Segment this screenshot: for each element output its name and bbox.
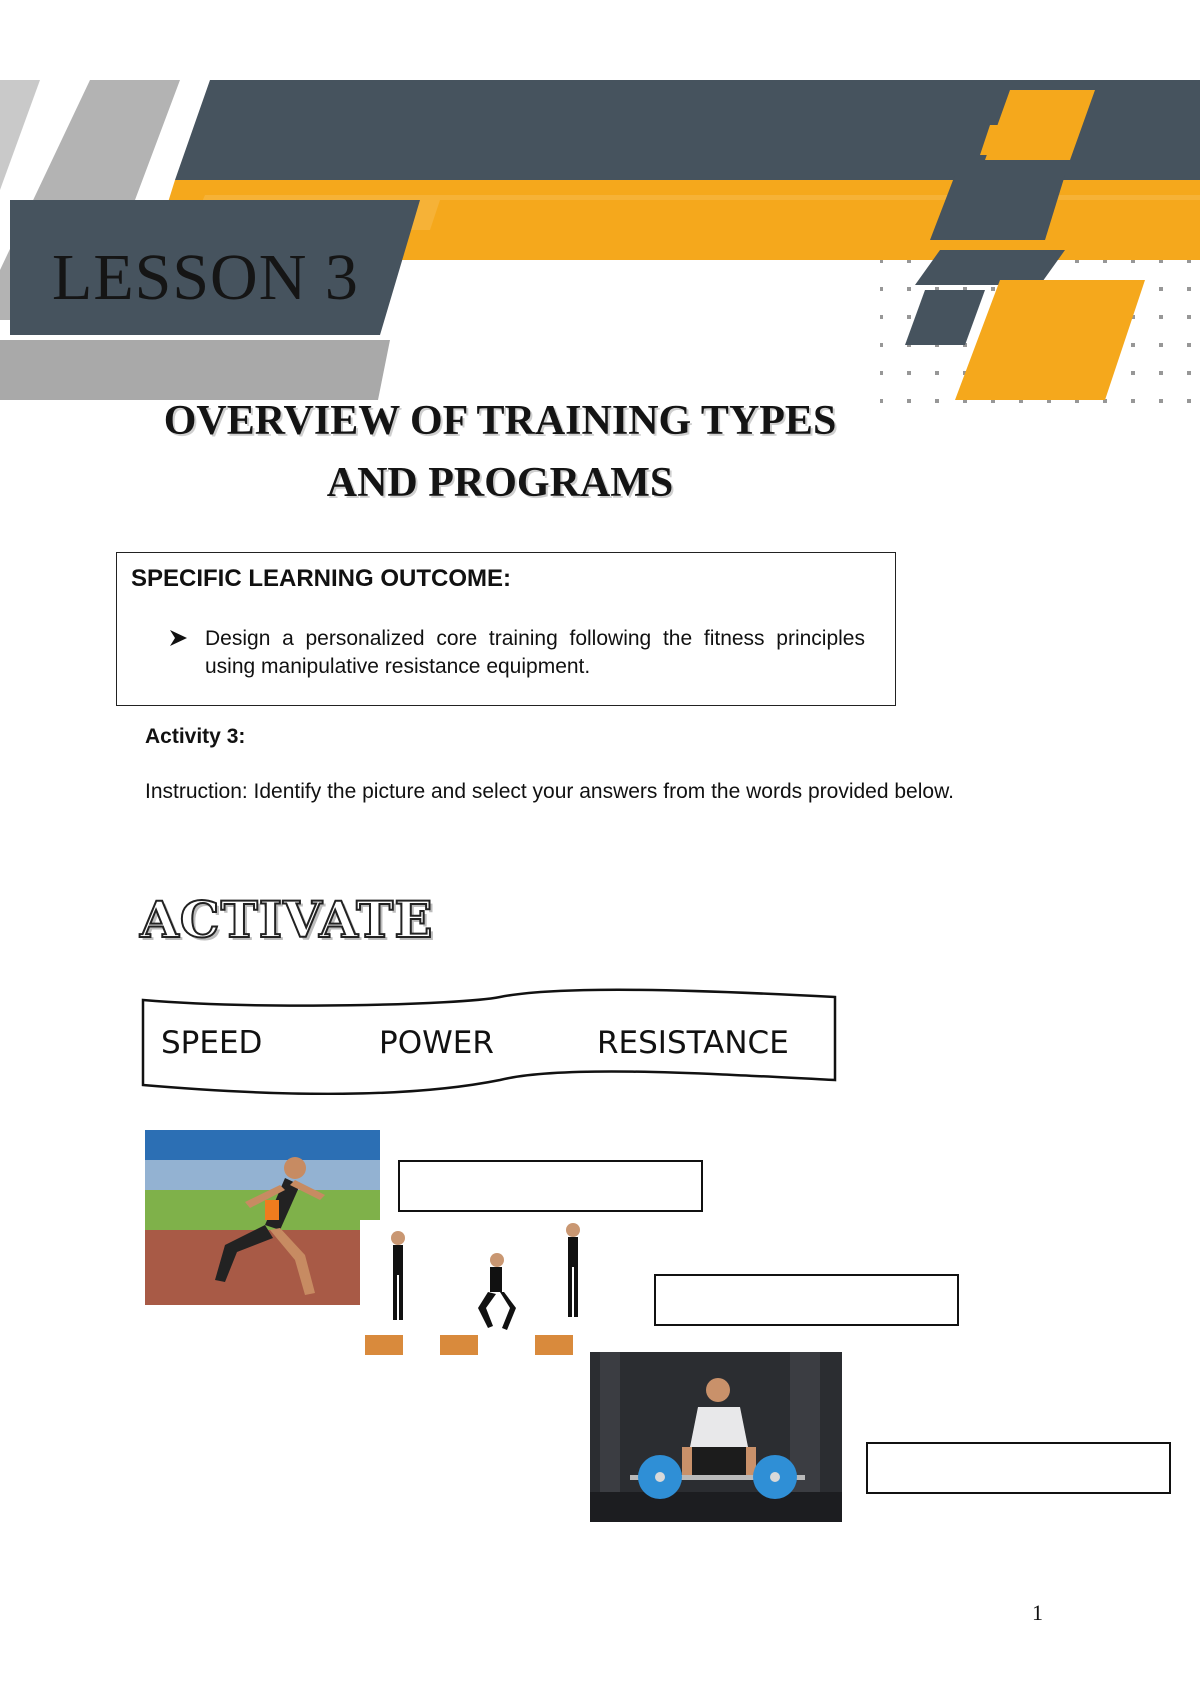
page-number: 1	[1032, 1600, 1043, 1625]
page-title	[0, 390, 1000, 514]
learning-outcome-box	[116, 552, 896, 706]
word-bank-item-speed: SPEED	[161, 1025, 263, 1061]
title-line-2: AND PROGRAMS	[326, 460, 674, 506]
title-line-1: OVERVIEW OF TRAINING TYPES	[163, 398, 837, 444]
answer-box-3[interactable]	[866, 1442, 1171, 1494]
sprinter-photo	[145, 1130, 380, 1305]
deadlift-photo	[590, 1352, 842, 1522]
answer-box-1[interactable]	[398, 1160, 703, 1212]
arrow-bullet-icon	[169, 628, 189, 648]
answer-box-2[interactable]	[654, 1274, 959, 1326]
outcome-text: Design a personalized core training following the fitness principles using manipulative resistance equipment.	[205, 627, 865, 678]
instruction-text: Instruction: Identify the picture and select your answers from the words provided below.	[145, 780, 954, 803]
box-jump-sequence-illustration	[360, 1220, 590, 1360]
word-bank-item-power: POWER	[379, 1025, 494, 1061]
activate-heading: ACTIVATE	[140, 890, 434, 949]
activity-label: Activity 3:	[145, 725, 246, 748]
outcome-heading: SPECIFIC LEARNING OUTCOME:	[131, 565, 512, 592]
word-bank-item-resistance: RESISTANCE	[597, 1025, 789, 1061]
lesson-title: LESSON 3	[52, 241, 359, 314]
